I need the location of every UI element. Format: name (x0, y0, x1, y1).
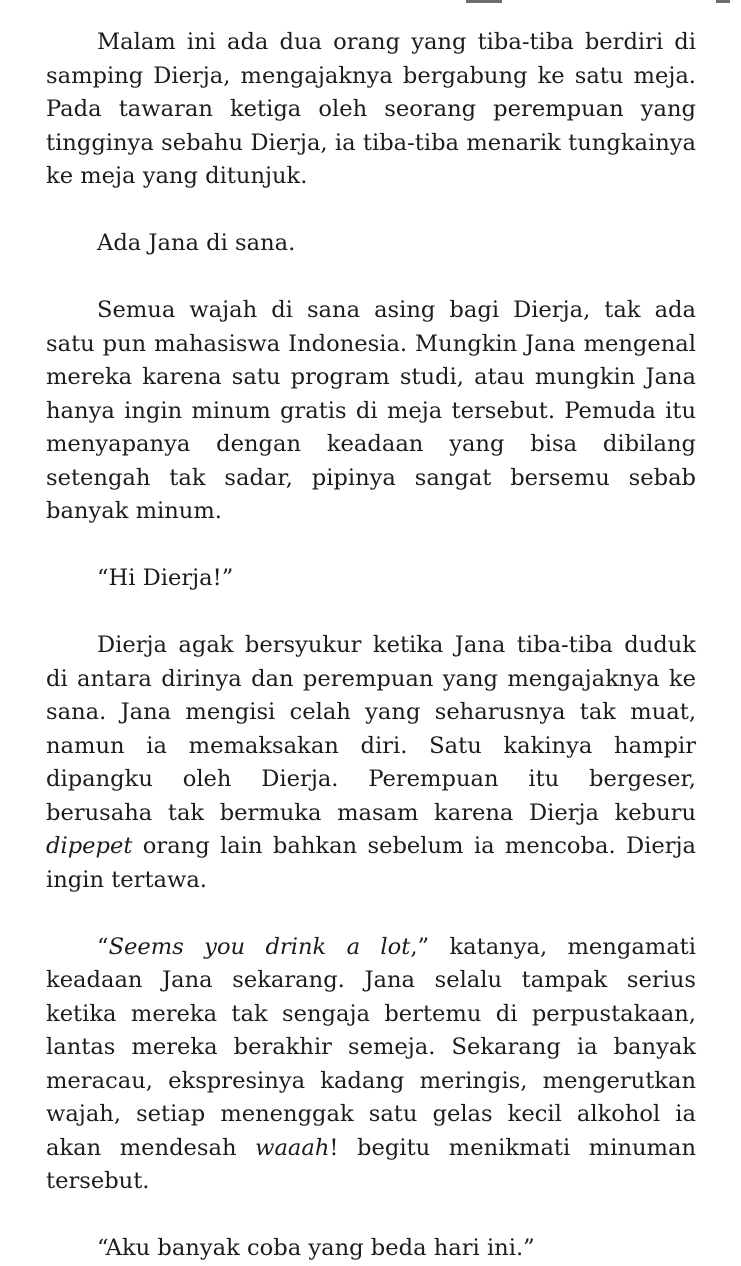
italic-text: dipepet (46, 833, 133, 859)
italic-text: Seems you drink a lot (108, 933, 411, 960)
book-page (46, 26, 696, 1266)
text-run: ,” katanya, mengamati keadaan Jana sekarang. Jana selalu tampak serius ketika mereka tak sengaja bertemu di perpustakaan, lantas mereka berakhir semeja. Sekarang ia banyak meracau, ekspresinya kadang meringis, mengerutkan wajah, setiap menenggak satu gelas kecil alkohol ia akan mendesah (46, 933, 696, 1161)
dialogue-paragraph (46, 1232, 696, 1266)
page-edge-mark (716, 0, 730, 3)
text-run: Malam ini ada dua orang yang tiba-tiba berdiri di samping Dierja, mengajaknya bergabung ke satu meja. Pada tawaran ketiga oleh seorang perempuan yang tingginya sebahu Dierja, ia tiba-tiba menarik tungkainya ke meja yang ditunjuk. (46, 29, 696, 189)
paragraph (46, 629, 696, 897)
text-run: Ada Jana di sana. (97, 230, 296, 256)
text-run: “Aku banyak coba yang beda hari ini.” (97, 1235, 535, 1261)
paragraph (46, 227, 696, 261)
page-edge-mark (466, 0, 502, 3)
paragraph (46, 26, 696, 194)
text-run: ! begitu menikmati minuman tersebut. (46, 1134, 696, 1194)
paragraph (46, 931, 696, 1199)
dialogue-paragraph (46, 562, 696, 596)
text-run: “ (97, 933, 109, 960)
text-run: Semua wajah di sana asing bagi Dierja, tak ada satu pun mahasiswa Indonesia. Mungkin Jana mengenal mereka karena satu program studi, atau mungkin Jana hanya ingin minum gratis di meja tersebut. Pemuda itu menyapanya dengan keadaan yang bisa dibilang setengah tak sadar, pipinya sangat bersemu sebab banyak minum. (46, 297, 696, 524)
text-run: “Hi Dierja!” (97, 565, 234, 591)
paragraph (46, 294, 696, 529)
italic-text: waaah (255, 1134, 330, 1161)
text-run: orang lain bahkan sebelum ia mencoba. Dierja ingin tertawa. (46, 833, 696, 893)
text-run: Dierja agak bersyukur ketika Jana tiba-tiba duduk di antara dirinya dan perempuan yang mengajaknya ke sana. Jana mengisi celah yang seharusnya tak muat, namun ia memaksakan diri. Satu kakinya hampir dipangku oleh Dierja. Perempuan itu bergeser, berusaha tak bermuka masam karena Dierja keburu (46, 632, 696, 826)
